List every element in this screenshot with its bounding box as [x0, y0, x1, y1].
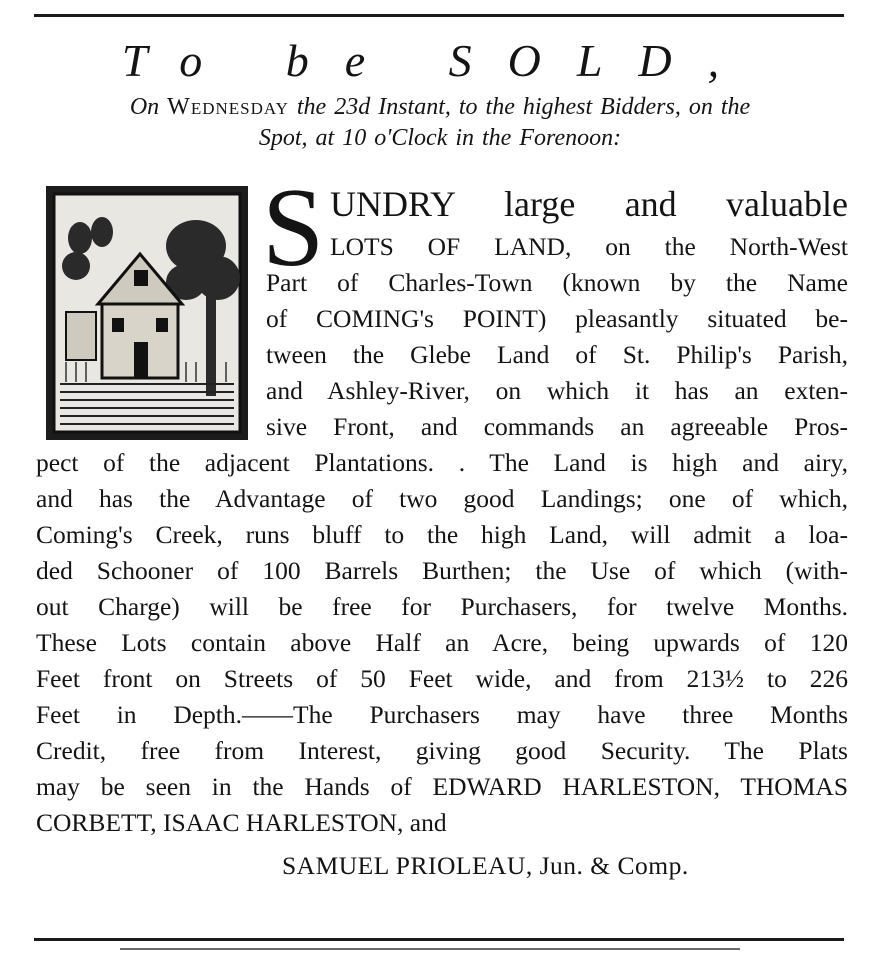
subtitle-day: Wednesday: [167, 94, 289, 120]
text-line: tween the Glebe Land of St. Philip's Parish,: [266, 340, 848, 369]
ad-title: To be SOLD,: [121, 35, 756, 86]
text-line: CORBETT, ISAAC HARLESTON, and: [36, 808, 447, 837]
subtitle-part2: the 23d Instant, to the highest Bidders, on the: [296, 94, 751, 120]
subtitle-line2: Spot, at 10 o'Clock in the Forenoon:: [258, 125, 622, 151]
text-line: Feet front on Streets of 50 Feet wide, and from 213½ to 226: [36, 664, 848, 693]
text-line: UNDRY large and valuable: [330, 184, 848, 224]
woodcut-house-svg: [46, 186, 248, 440]
drop-cap: S: [262, 166, 325, 290]
text-line: pect of the adjacent Plantations. . The Land is high and airy,: [36, 448, 848, 477]
bottom-rule-faint: [120, 948, 740, 950]
text-line: out Charge) will be free for Purchasers, for twelve Months.: [36, 592, 848, 621]
text-line: may be seen in the Hands of EDWARD HARLESTON, THOMAS: [36, 772, 848, 801]
woodcut-house-icon: [46, 186, 248, 440]
top-rule: [34, 14, 844, 17]
subtitle-part1: On: [129, 94, 160, 120]
bottom-rule: [34, 938, 844, 941]
text-line: These Lots contain above Half an Acre, being upwards of 120: [36, 628, 848, 657]
text-line: Feet in Depth.——The Purchasers may have three Months: [36, 700, 848, 729]
text-line: Part of Charles-Town (known by the Name: [266, 268, 848, 297]
text-line: LOTS OF LAND, on the North-West: [330, 232, 848, 261]
text-line: and Ashley-River, on which it has an exten-: [266, 376, 848, 405]
text-line: and has the Advantage of two good Landings; one of which,: [36, 484, 848, 513]
text-line: of COMING's POINT) pleasantly situated be-: [266, 304, 848, 333]
text-line: Coming's Creek, runs bluff to the high Land, will admit a loa-: [36, 520, 848, 549]
ad-subtitle: [30, 92, 850, 154]
text-line: Credit, free from Interest, giving good Security. The Plats: [36, 736, 848, 765]
text-line: ded Schooner of 100 Barrels Burthen; the Use of which (with-: [36, 556, 848, 585]
text-line: sive Front, and commands an agreeable Pros-: [266, 412, 848, 441]
signature: SAMUEL PRIOLEAU, Jun. & Comp.: [282, 851, 689, 880]
